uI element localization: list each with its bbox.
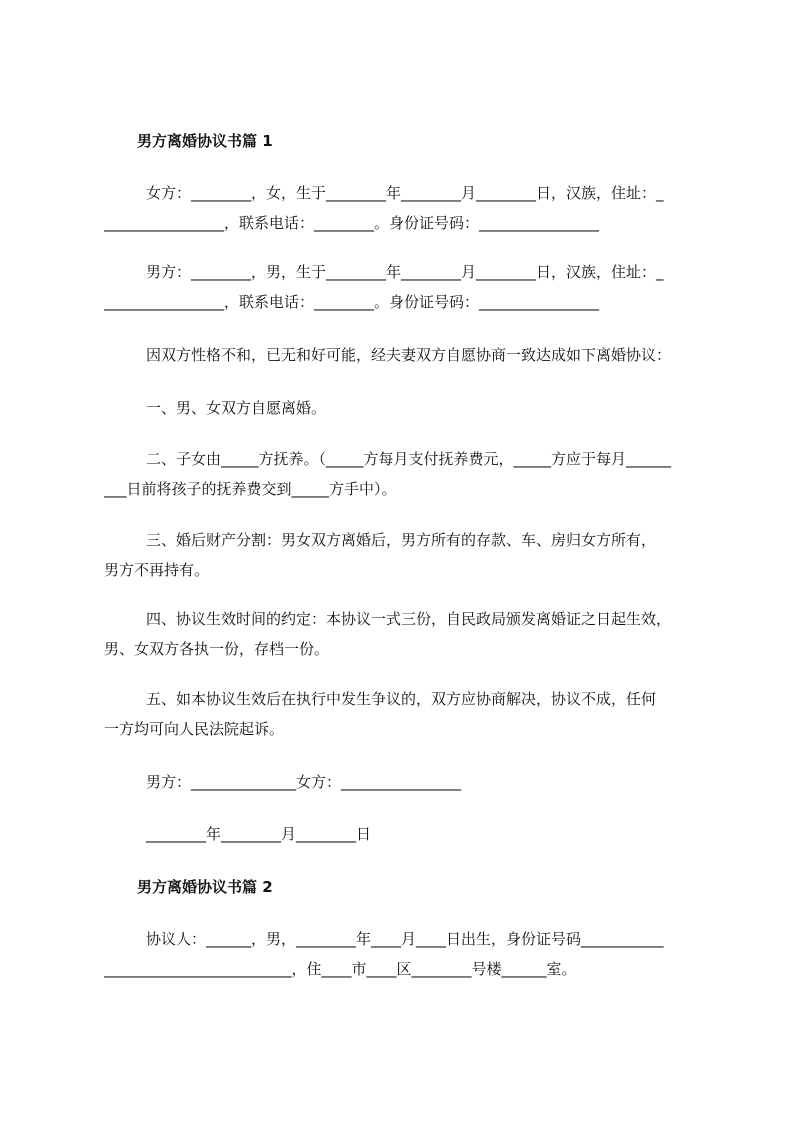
party-info-line-1: 协议人：______，男，________年____月____日出生，身份证号码___________ <box>146 930 664 948</box>
intro-paragraph: 因双方性格不和，已无和好可能，经夫妻双方自愿协商一致达成如下离婚协议： <box>146 346 672 364</box>
female-party-info <box>104 178 702 238</box>
party-info-line-2: _________________________，住____市____区________号楼______室。 <box>104 960 577 978</box>
clause-2-line-2: ___日前将孩子的抚养费交到_____方手中）。 <box>104 480 397 498</box>
clause-2-line-1: 二、子女由_____方抚养。（_____方每月支付抚养费元，_____方应于每月______ <box>146 450 672 468</box>
female-party-info-line-1: 女方：________，女，生于________年________月________日，汉族，住址：_ <box>146 184 664 202</box>
date-line: ________年________月________日 <box>146 825 372 843</box>
signature-line: 男方：______________女方：________________ <box>146 773 462 791</box>
section-heading-2: 男方离婚协议书篇 2 <box>137 878 273 896</box>
male-party-info-line-2: ________________，联系电话：________。身份证号码：________________ <box>104 293 600 311</box>
clause-4 <box>104 604 702 664</box>
clause-3-line-1: 三、婚后财产分割：男女双方离婚后，男方所有的存款、车、房归女方所有， <box>146 531 657 549</box>
clause-5-line-1: 五、如本协议生效后在执行中发生争议的，双方应协商解决，协议不成，任何 <box>146 690 657 708</box>
clause-3 <box>104 525 702 585</box>
male-party-info <box>104 257 702 317</box>
female-party-info-line-2: ________________，联系电话：________。身份证号码：________________ <box>104 214 600 232</box>
clause-2 <box>104 444 702 504</box>
party-info <box>104 924 702 984</box>
clause-5-line-2: 一方均可向人民法院起诉。 <box>104 720 285 738</box>
clause-1: 一、男、女双方自愿离婚。 <box>146 399 327 417</box>
section-heading-1: 男方离婚协议书篇 1 <box>137 132 273 150</box>
clause-3-line-2: 男方不再持有。 <box>104 561 210 579</box>
clause-5 <box>104 684 702 744</box>
male-party-info-line-1: 男方：________，男，生于________年________月________日，汉族，住址：_ <box>146 263 664 281</box>
clause-4-line-1: 四、协议生效时间的约定：本协议一式三份，自民政局颁发离婚证之日起生效， <box>146 610 672 628</box>
clause-4-line-2: 男、女双方各执一份，存档一份。 <box>104 640 330 658</box>
